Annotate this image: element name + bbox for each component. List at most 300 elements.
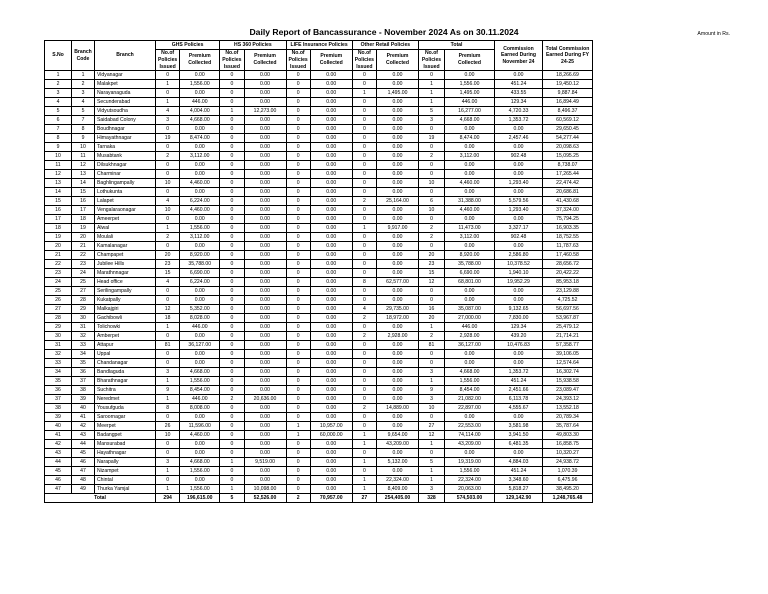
cell-other-premium: 0.00 [377, 152, 419, 161]
cell-total-premium: 74,114.00 [445, 431, 495, 440]
cell-sno: 47 [45, 485, 72, 494]
cell-total-premium: 0.00 [445, 188, 495, 197]
cell-hs360-premium: 0.00 [244, 179, 286, 188]
cell-sno: 31 [45, 341, 72, 350]
cell-total-premium: 3,112.00 [445, 152, 495, 161]
header-branch-code: Branch Code [72, 41, 95, 71]
cell-total-policies: 2 [419, 233, 445, 242]
cell-branch-code: 40 [72, 404, 95, 413]
cell-other-policies: 2 [352, 332, 376, 341]
cell-hs360-premium: 0.00 [244, 89, 286, 98]
cell-other-premium: 0.00 [377, 233, 419, 242]
cell-branch-code: 23 [72, 260, 95, 269]
cell-other-policies: 1 [352, 440, 376, 449]
cell-other-premium: 2,928.00 [377, 332, 419, 341]
cell-ghs-premium: 35,788.00 [180, 260, 220, 269]
cell-total-premium: 0.00 [445, 143, 495, 152]
table-row [45, 404, 593, 413]
cell-total-policies: 0 [419, 350, 445, 359]
cell-total-policies: 1 [419, 476, 445, 485]
cell-sno: 33 [45, 359, 72, 368]
cell-ghs-premium: 0.00 [180, 242, 220, 251]
cell-sno: 30 [45, 332, 72, 341]
cell-other-premium: 0.00 [377, 170, 419, 179]
table-row [45, 80, 593, 89]
cell-hs360-premium: 0.00 [244, 143, 286, 152]
total-cell: 52,526.00 [244, 494, 286, 503]
cell-branch: Suchitra [95, 386, 156, 395]
cell-total-commission: 54,277.44 [543, 134, 593, 143]
cell-other-policies: 1 [352, 458, 376, 467]
cell-hs360-policies: 0 [220, 80, 244, 89]
cell-ghs-policies: 1 [156, 323, 180, 332]
cell-branch: Vidyanagar [95, 71, 156, 80]
cell-hs360-premium: 0.00 [244, 323, 286, 332]
cell-life-premium: 0.00 [310, 413, 352, 422]
table-row [45, 413, 593, 422]
cell-other-policies: 0 [352, 359, 376, 368]
cell-other-policies: 1 [352, 89, 376, 98]
cell-ghs-premium: 3,112.00 [180, 152, 220, 161]
cell-hs360-premium: 0.00 [244, 242, 286, 251]
cell-branch: Badangpet [95, 431, 156, 440]
cell-other-policies: 0 [352, 422, 376, 431]
cell-commission: 0.00 [495, 215, 543, 224]
cell-commission: 3,941.50 [495, 431, 543, 440]
cell-branch-code: 43 [72, 431, 95, 440]
table-row [45, 116, 593, 125]
cell-other-premium: 0.00 [377, 116, 419, 125]
cell-other-premium: 0.00 [377, 386, 419, 395]
cell-commission: 451.24 [495, 80, 543, 89]
cell-other-policies: 0 [352, 215, 376, 224]
total-row [45, 494, 593, 503]
cell-ghs-premium: 0.00 [180, 296, 220, 305]
cell-hs360-premium: 0.00 [244, 233, 286, 242]
cell-life-policies: 0 [286, 206, 310, 215]
cell-total-commission: 16,903.35 [543, 224, 593, 233]
cell-branch-code: 35 [72, 359, 95, 368]
cell-ghs-premium: 8,028.00 [180, 314, 220, 323]
cell-commission: 439.20 [495, 332, 543, 341]
cell-other-premium: 22,324.00 [377, 476, 419, 485]
cell-hs360-premium: 0.00 [244, 404, 286, 413]
cell-commission: 0.00 [495, 170, 543, 179]
cell-ghs-policies: 0 [156, 89, 180, 98]
header-other-premium: Premium Collected [377, 50, 419, 71]
cell-ghs-premium: 4,668.00 [180, 116, 220, 125]
cell-total-commission: 15,095.25 [543, 152, 593, 161]
cell-total-commission: 15,938.58 [543, 377, 593, 386]
cell-other-premium: 0.00 [377, 467, 419, 476]
cell-other-premium: 0.00 [377, 359, 419, 368]
cell-life-policies: 0 [286, 179, 310, 188]
cell-total-premium: 0.00 [445, 125, 495, 134]
cell-commission: 6,113.78 [495, 395, 543, 404]
cell-other-premium: 0.00 [377, 323, 419, 332]
cell-branch: Malkajgiri [95, 305, 156, 314]
cell-other-premium: 0.00 [377, 161, 419, 170]
cell-hs360-premium: 0.00 [244, 134, 286, 143]
cell-hs360-premium: 0.00 [244, 80, 286, 89]
cell-commission: 451.24 [495, 467, 543, 476]
header-ghs-premium: Premium Collected [180, 50, 220, 71]
cell-life-policies: 0 [286, 134, 310, 143]
cell-total-policies: 0 [419, 170, 445, 179]
cell-total-policies: 1 [419, 323, 445, 332]
cell-hs360-policies: 0 [220, 233, 244, 242]
cell-hs360-policies: 0 [220, 170, 244, 179]
cell-total-commission: 29,650.45 [543, 125, 593, 134]
table-row [45, 197, 593, 206]
cell-life-policies: 0 [286, 278, 310, 287]
cell-branch-code: 34 [72, 350, 95, 359]
cell-total-policies: 3 [419, 485, 445, 494]
cell-ghs-policies: 0 [156, 287, 180, 296]
cell-total-policies: 9 [419, 386, 445, 395]
cell-total-premium: 35,087.00 [445, 305, 495, 314]
cell-hs360-premium: 0.00 [244, 350, 286, 359]
cell-total-policies: 0 [419, 188, 445, 197]
cell-other-policies: 0 [352, 287, 376, 296]
cell-life-premium: 0.00 [310, 224, 352, 233]
cell-ghs-premium: 8,454.00 [180, 386, 220, 395]
cell-commission: 4,720.33 [495, 107, 543, 116]
cell-other-policies: 0 [352, 242, 376, 251]
cell-ghs-premium: 8,474.00 [180, 134, 220, 143]
cell-branch: Baghlingampally [95, 179, 156, 188]
cell-commission: 10,476.83 [495, 341, 543, 350]
cell-ghs-policies: 20 [156, 251, 180, 260]
cell-life-premium: 0.00 [310, 377, 352, 386]
cell-ghs-policies: 10 [156, 179, 180, 188]
cell-ghs-premium: 4,460.00 [180, 179, 220, 188]
cell-branch: Saroornagar [95, 413, 156, 422]
cell-branch: Neredmet [95, 395, 156, 404]
cell-total-commission: 6,475.96 [543, 476, 593, 485]
cell-total-policies: 10 [419, 404, 445, 413]
cell-ghs-policies: 1 [156, 80, 180, 89]
cell-ghs-premium: 0.00 [180, 161, 220, 170]
cell-other-premium: 0.00 [377, 125, 419, 134]
cell-hs360-premium: 0.00 [244, 476, 286, 485]
cell-total-policies: 0 [419, 71, 445, 80]
cell-life-policies: 0 [286, 386, 310, 395]
cell-sno: 29 [45, 323, 72, 332]
cell-total-commission: 57,358.77 [543, 341, 593, 350]
table-row [45, 359, 593, 368]
cell-total-premium: 1,495.00 [445, 89, 495, 98]
table-row [45, 314, 593, 323]
cell-total-policies: 3 [419, 395, 445, 404]
cell-ghs-policies: 26 [156, 422, 180, 431]
cell-other-premium: 0.00 [377, 71, 419, 80]
cell-life-premium: 0.00 [310, 395, 352, 404]
cell-hs360-policies: 0 [220, 242, 244, 251]
cell-sno: 34 [45, 368, 72, 377]
cell-hs360-policies: 1 [220, 458, 244, 467]
cell-branch: Narapally [95, 458, 156, 467]
cell-sno: 43 [45, 449, 72, 458]
cell-sno: 25 [45, 287, 72, 296]
cell-branch: Vengalaraonagar [95, 206, 156, 215]
cell-life-premium: 0.00 [310, 251, 352, 260]
cell-branch-code: 29 [72, 305, 95, 314]
table-row [45, 476, 593, 485]
cell-branch: Charminar [95, 170, 156, 179]
cell-hs360-policies: 0 [220, 440, 244, 449]
cell-branch-code: 36 [72, 368, 95, 377]
cell-total-premium: 0.00 [445, 161, 495, 170]
cell-total-policies: 12 [419, 278, 445, 287]
cell-total-premium: 22,553.00 [445, 422, 495, 431]
cell-hs360-policies: 0 [220, 449, 244, 458]
cell-sno: 12 [45, 170, 72, 179]
cell-other-premium: 0.00 [377, 80, 419, 89]
cell-hs360-premium: 10,098.00 [244, 485, 286, 494]
cell-hs360-policies: 0 [220, 341, 244, 350]
cell-sno: 19 [45, 233, 72, 242]
cell-life-premium: 0.00 [310, 278, 352, 287]
table-row [45, 341, 593, 350]
cell-branch: Chandanagar [95, 359, 156, 368]
cell-branch: Hayathnagar [95, 449, 156, 458]
cell-hs360-premium: 0.00 [244, 152, 286, 161]
header-total-policies: No.of Policies Issued [419, 50, 445, 71]
cell-total-policies: 0 [419, 359, 445, 368]
cell-total-commission: 8,496.37 [543, 107, 593, 116]
cell-total-policies: 0 [419, 413, 445, 422]
cell-total-commission: 13,552.18 [543, 404, 593, 413]
cell-ghs-policies: 10 [156, 431, 180, 440]
cell-ghs-policies: 0 [156, 350, 180, 359]
cell-branch: Narayanaguda [95, 89, 156, 98]
cell-total-policies: 15 [419, 269, 445, 278]
cell-total-commission: 37,324.00 [543, 206, 593, 215]
cell-other-policies: 0 [352, 179, 376, 188]
cell-life-premium: 0.00 [310, 323, 352, 332]
cell-other-policies: 0 [352, 161, 376, 170]
cell-branch-code: 47 [72, 467, 95, 476]
cell-branch-code: 32 [72, 332, 95, 341]
cell-other-policies: 0 [352, 116, 376, 125]
cell-hs360-premium: 0.00 [244, 71, 286, 80]
cell-branch-code: 5 [72, 107, 95, 116]
cell-sno: 23 [45, 269, 72, 278]
cell-ghs-policies: 0 [156, 215, 180, 224]
cell-ghs-premium: 1,556.00 [180, 224, 220, 233]
cell-total-commission: 21,714.21 [543, 332, 593, 341]
cell-hs360-policies: 0 [220, 296, 244, 305]
cell-other-premium: 9,654.00 [377, 431, 419, 440]
cell-hs360-premium: 0.00 [244, 377, 286, 386]
cell-total-policies: 27 [419, 422, 445, 431]
cell-ghs-policies: 0 [156, 359, 180, 368]
cell-total-premium: 0.00 [445, 215, 495, 224]
header-ghs-policies: No.of Policies Issued [156, 50, 180, 71]
cell-other-premium: 8,409.00 [377, 485, 419, 494]
cell-ghs-policies: 1 [156, 485, 180, 494]
cell-other-premium: 0.00 [377, 143, 419, 152]
cell-life-policies: 0 [286, 287, 310, 296]
cell-total-commission: 56,697.56 [543, 305, 593, 314]
cell-commission: 10,378.52 [495, 260, 543, 269]
cell-total-commission: 25,479.12 [543, 323, 593, 332]
cell-other-policies: 1 [352, 431, 376, 440]
cell-hs360-policies: 2 [220, 395, 244, 404]
table-row [45, 332, 593, 341]
table-row [45, 278, 593, 287]
cell-other-premium: 0.00 [377, 98, 419, 107]
cell-branch-code: 27 [72, 287, 95, 296]
cell-branch: Champapet [95, 251, 156, 260]
table-row [45, 152, 593, 161]
cell-sno: 3 [45, 89, 72, 98]
cell-other-premium: 0.00 [377, 377, 419, 386]
cell-branch: Dilsukhnagar [95, 161, 156, 170]
cell-branch-code: 10 [72, 143, 95, 152]
total-cell: 27 [352, 494, 376, 503]
table-row [45, 251, 593, 260]
cell-commission: 0.00 [495, 143, 543, 152]
cell-life-premium: 0.00 [310, 485, 352, 494]
cell-sno: 9 [45, 143, 72, 152]
cell-other-premium: 5,132.00 [377, 458, 419, 467]
cell-total-premium: 0.00 [445, 170, 495, 179]
cell-total-policies: 19 [419, 134, 445, 143]
cell-hs360-policies: 0 [220, 98, 244, 107]
total-cell: 1,248,765.48 [543, 494, 593, 503]
cell-total-policies: 3 [419, 116, 445, 125]
cell-life-policies: 0 [286, 476, 310, 485]
cell-branch: Jubilee Hills [95, 260, 156, 269]
cell-branch: Alwal [95, 224, 156, 233]
cell-ghs-policies: 2 [156, 152, 180, 161]
cell-sno: 4 [45, 98, 72, 107]
cell-sno: 32 [45, 350, 72, 359]
cell-ghs-premium: 0.00 [180, 476, 220, 485]
cell-branch: Chintal [95, 476, 156, 485]
cell-total-premium: 2,928.00 [445, 332, 495, 341]
cell-sno: 2 [45, 80, 72, 89]
cell-total-policies: 0 [419, 287, 445, 296]
cell-life-premium: 0.00 [310, 386, 352, 395]
cell-total-premium: 8,920.00 [445, 251, 495, 260]
cell-other-policies: 0 [352, 350, 376, 359]
cell-ghs-premium: 446.00 [180, 323, 220, 332]
cell-total-commission: 16,302.74 [543, 368, 593, 377]
cell-total-premium: 35,788.00 [445, 260, 495, 269]
cell-branch-code: 38 [72, 386, 95, 395]
cell-branch: Bharathnagar [95, 377, 156, 386]
cell-other-policies: 0 [352, 260, 376, 269]
cell-hs360-policies: 0 [220, 116, 244, 125]
cell-life-policies: 0 [286, 170, 310, 179]
cell-sno: 17 [45, 215, 72, 224]
cell-life-premium: 0.00 [310, 404, 352, 413]
cell-branch-code: 16 [72, 197, 95, 206]
cell-life-premium: 0.00 [310, 71, 352, 80]
cell-hs360-policies: 0 [220, 314, 244, 323]
cell-other-policies: 4 [352, 305, 376, 314]
cell-sno: 10 [45, 152, 72, 161]
cell-ghs-premium: 0.00 [180, 359, 220, 368]
cell-other-premium: 0.00 [377, 422, 419, 431]
cell-sno: 46 [45, 476, 72, 485]
cell-sno: 28 [45, 314, 72, 323]
cell-other-policies: 0 [352, 98, 376, 107]
cell-hs360-policies: 0 [220, 476, 244, 485]
cell-total-policies: 2 [419, 224, 445, 233]
cell-total-policies: 10 [419, 179, 445, 188]
cell-sno: 41 [45, 431, 72, 440]
cell-other-policies: 0 [352, 170, 376, 179]
cell-ghs-premium: 4,460.00 [180, 431, 220, 440]
cell-life-policies: 0 [286, 269, 310, 278]
cell-life-premium: 60,000.00 [310, 431, 352, 440]
cell-total-policies: 0 [419, 143, 445, 152]
table-row [45, 449, 593, 458]
cell-other-premium: 0.00 [377, 179, 419, 188]
cell-hs360-premium: 0.00 [244, 98, 286, 107]
cell-life-policies: 0 [286, 449, 310, 458]
cell-commission: 5,818.27 [495, 485, 543, 494]
cell-hs360-premium: 0.00 [244, 251, 286, 260]
cell-total-commission: 24,938.72 [543, 458, 593, 467]
header-branch: Branch [95, 41, 156, 71]
cell-hs360-premium: 12,273.00 [244, 107, 286, 116]
cell-other-premium: 18,972.00 [377, 314, 419, 323]
cell-life-policies: 0 [286, 233, 310, 242]
cell-total-policies: 2 [419, 152, 445, 161]
cell-total-commission: 8,738.07 [543, 161, 593, 170]
cell-commission: 129.34 [495, 323, 543, 332]
cell-total-policies: 5 [419, 458, 445, 467]
cell-life-premium: 0.00 [310, 332, 352, 341]
cell-ghs-premium: 8,920.00 [180, 251, 220, 260]
cell-hs360-policies: 0 [220, 467, 244, 476]
cell-other-premium: 0.00 [377, 296, 419, 305]
cell-hs360-policies: 0 [220, 251, 244, 260]
cell-total-policies: 1 [419, 440, 445, 449]
cell-hs360-premium: 0.00 [244, 386, 286, 395]
cell-ghs-premium: 36,127.00 [180, 341, 220, 350]
cell-other-policies: 1 [352, 476, 376, 485]
cell-sno: 20 [45, 242, 72, 251]
cell-total-policies: 81 [419, 341, 445, 350]
cell-life-premium: 0.00 [310, 98, 352, 107]
cell-other-policies: 0 [352, 323, 376, 332]
cell-life-policies: 0 [286, 98, 310, 107]
cell-life-premium: 0.00 [310, 467, 352, 476]
cell-life-policies: 1 [286, 422, 310, 431]
cell-life-policies: 0 [286, 80, 310, 89]
cell-hs360-premium: 20,636.00 [244, 395, 286, 404]
cell-hs360-premium: 0.00 [244, 359, 286, 368]
table-row [45, 107, 593, 116]
cell-hs360-premium: 0.00 [244, 341, 286, 350]
cell-other-premium: 29,735.00 [377, 305, 419, 314]
cell-branch-code: 12 [72, 161, 95, 170]
cell-life-policies: 0 [286, 359, 310, 368]
cell-sno: 13 [45, 179, 72, 188]
cell-other-policies: 0 [352, 152, 376, 161]
cell-hs360-premium: 0.00 [244, 287, 286, 296]
cell-ghs-premium: 4,668.00 [180, 458, 220, 467]
cell-total-premium: 11,473.00 [445, 224, 495, 233]
cell-hs360-premium: 9,519.00 [244, 458, 286, 467]
cell-branch-code: 3 [72, 89, 95, 98]
